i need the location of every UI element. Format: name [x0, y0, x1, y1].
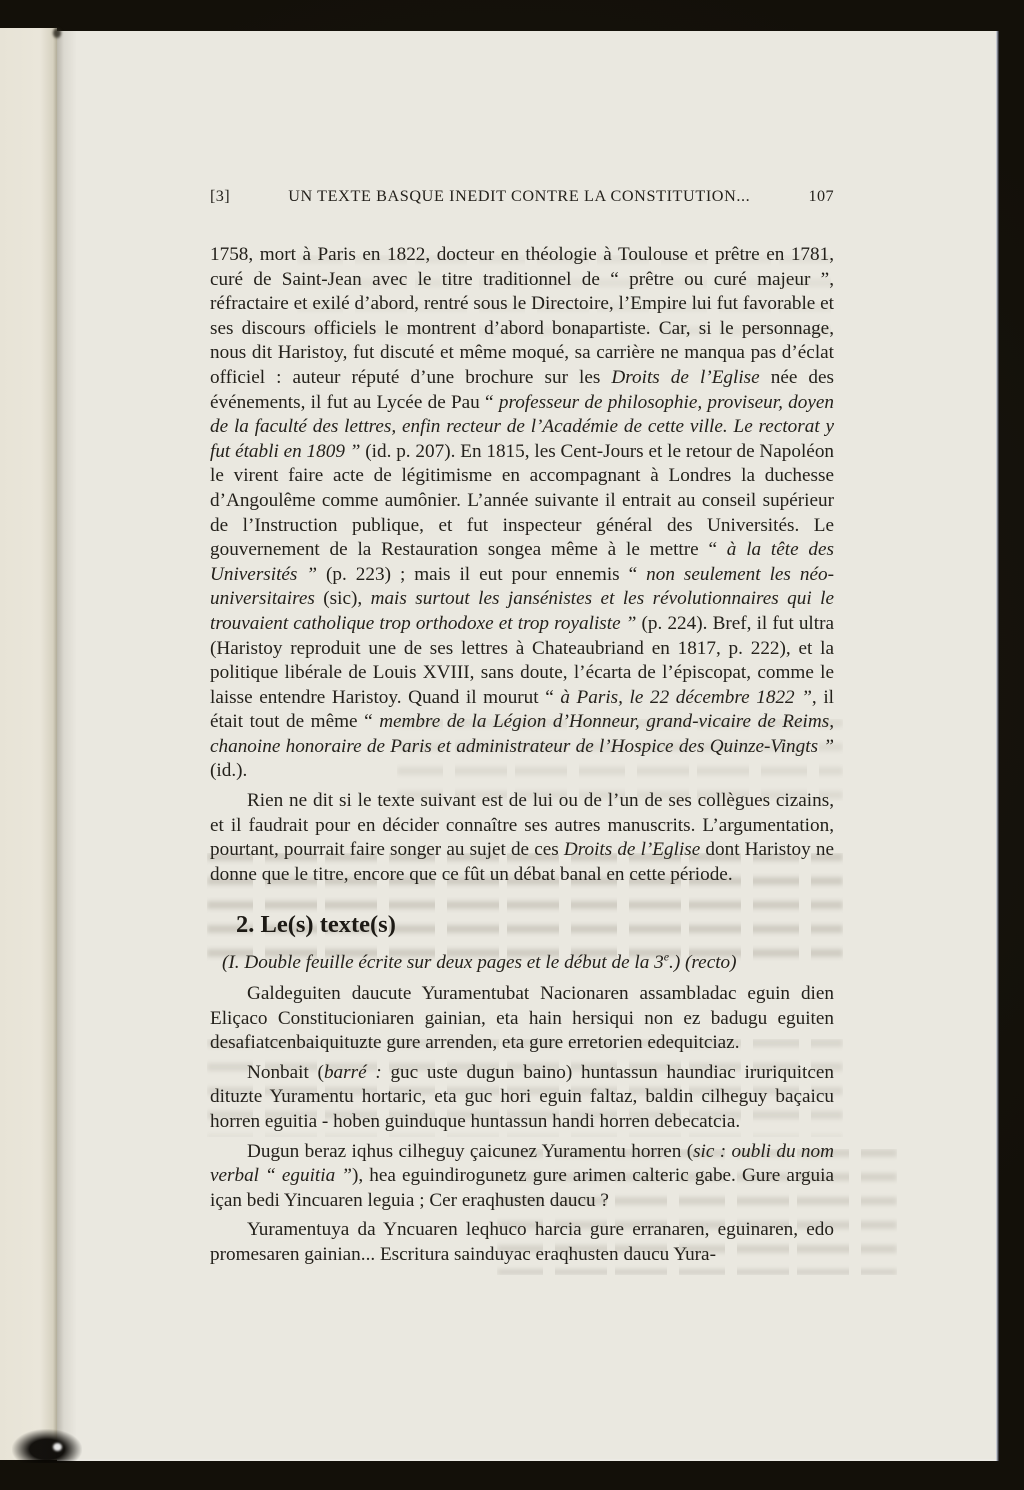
paragraph: Yuramentuya da Yncuaren leqhuco harcia gure erranaren, eguinaren, edo promesaren gainian... Escritura sainduyac eraqhusten daucu Yura- — [210, 1219, 834, 1265]
text-column — [210, 186, 834, 1273]
paper-speck — [53, 1443, 62, 1451]
book-page — [57, 31, 996, 1461]
gutter-shadow — [57, 31, 77, 1459]
scan-smudge — [12, 1429, 82, 1463]
section-heading: 2. Le(s) texte(s) — [236, 911, 396, 939]
gutter-notch — [53, 28, 61, 38]
paragraph: Dugun beraz iqhus cilheguy çaicunez Yuramentu horren (sic : oubli du nom verbal “ eguitia ”), hea eguindirogunetz gure arimen calteric gabe. Gure arguia içan bedi Yincuaren leguia ; Cer eraqhusten daucu ? — [210, 1140, 834, 1211]
facing-page-edge — [0, 28, 57, 1460]
page-number: 107 — [808, 187, 834, 205]
paragraph: Nonbait (barré : guc uste dugun baino) huntassun haundiac iruriquitcen dituzte Yuramentu hortaric, eta guc hori eguin faltaz, baldin cilheguy baçaicu horren eguitia - hoben guinduque huntassun handi horren debecatcia. — [210, 1061, 834, 1132]
paragraph: Rien ne dit si le texte suivant est de lui ou de l’un de ses collègues cizains, et il faudrait pour en décider connaître ses autres manuscrits. L’argumentation, pourtant, pourrait faire songer au sujet de ces Droits de l’Eglise dont Haristoy ne donne que le titre, encore que ce fût un débat banal en cette période. — [210, 790, 834, 885]
section-marker: [3] — [210, 187, 231, 205]
page-header — [210, 186, 834, 206]
text-body — [210, 243, 834, 1268]
paragraph: Galdeguiten daucute Yuramentubat Nacionaren assambladac eguin dien Eliçaco Constitucioniaren gainian, eta hain hersiqui non ez badugu eguiten desafiatcenbaiquituzte gure arrenden, eta gure erretorien edequitciaz. — [210, 983, 834, 1054]
paragraph: 1758, mort à Paris en 1822, docteur en théologie à Toulouse et prêtre en 1781, curé de Saint-Jean avec le titre traditionnel de “ prêtre ou curé majeur ”, réfractaire et exilé d’abord, rentré sous le Directoire, l’Empire lui fut favorable et ses discours officiels le montrent d’abord bonapartiste. Car, si le personnage, nous dit Haristoy, fut discuté et même moqué, sa carrière ne manqua pas d’éclat officiel : auteur réputé d’une brochure sur les Droits de l’Eglise née des événements, il fut au Lycée de Pau “ professeur de philosophie, proviseur, doyen de la faculté des lettres, enfin recteur de l’Académie de cette ville. Le rectorat y fut établi en 1809 ” (id. p. 207). En 1815, les Cent-Jours et le retour de Napoléon le virent faire acte de légitimisme en accompagnant à Londres la duchesse d’Angoulême comme aumônier. L’année suivante il entrait au conseil supérieur de l’Instruction publique, et fut inspecteur général des Universités. Le gouvernement de la Restauration songea même à le mettre “ à la tête des Universités ” (p. 223) ; mais il eut pour ennemis “ non seulement les néo-universitaires (sic), mais surtout les jansénistes et les révolutionnaires qui le trouvaient catholique trop orthodoxe et trop royaliste ” (p. 224). Bref, il fut ultra (Haristoy reproduit une de ses lettres à Chateaubriand en 1817, p. 222), et la politique libérale de Louis XVIII, sans doute, l’écarta de l’épiscopat, comme le laisse entendre Haristoy. Quand il mourut “ à Paris, le 22 décembre 1822 ”, il était tout de même “ membre de la Légion d’Honneur, grand-vicaire de Reims, chanoine honoraire de Paris et administrateur de l’Hospice des Quinze-Vingts ” (id.). — [210, 244, 835, 782]
running-title: UN TEXTE BASQUE INEDIT CONTRE LA CONSTITUTION... — [288, 187, 751, 205]
section-subtitle: (I. Double feuille écrite sur deux pages et le début de la 3e.) (recto) — [222, 950, 737, 974]
